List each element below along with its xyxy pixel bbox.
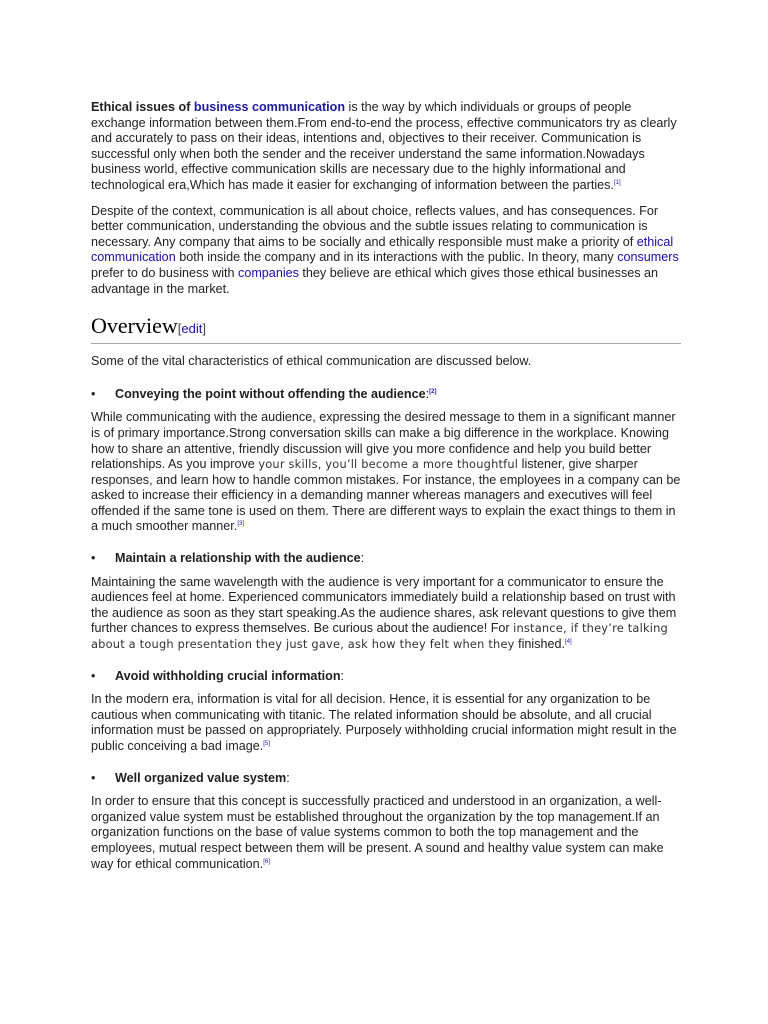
intro-paragraph-2 — [91, 204, 681, 298]
item-title: Maintain a relationship with the audience — [115, 551, 361, 566]
intro-paragraph-2-text-4: they believe are ethical which gives those ethical businesses an advantage in the market. — [91, 265, 659, 296]
item-body-text: While communicating with the audience, expressing the desired message to them in a significant manner is of primary importance.Strong conversation skills can make a big difference in the workplace. Knowing how to share an attentive, friendly discussion will give you more confidence and help you build better relationships. As you improve — [91, 410, 676, 472]
intro-paragraph-2-text-2: both inside the company and in its interactions with the public. In theory, many — [175, 250, 618, 265]
list-item — [91, 551, 681, 567]
bullet-icon: • — [91, 668, 96, 683]
item-title-colon: : — [360, 551, 365, 566]
bullet-icon: • — [91, 551, 96, 566]
reference-link-2[interactable]: [2] — [429, 388, 437, 395]
item-title: Avoid withholding crucial information — [115, 668, 341, 683]
list-item — [91, 387, 681, 403]
intro-paragraph-2-text-1: Despite of the context, communication is all about choice, reflects values, and has consequences. For better communication, understanding the obvious and the subtle issues relating to communication is necessary. Any company that aims to be socially and ethically responsible must make a priority of — [91, 203, 659, 249]
edit-link[interactable]: edit — [181, 321, 203, 337]
item-body-text: In the modern era, information is vital for all decision. Hence, it is essential for any organization to be cautious when communicating with titanic. The related information should be absolute, and all crucial information must be passed on appropriately. Purposely withholding crucial information might result in the public conceiving a bad image. — [91, 692, 677, 753]
item-title-colon: : — [340, 668, 345, 683]
section-heading-overview — [91, 313, 681, 344]
edit-close-bracket: ] — [202, 321, 206, 337]
bullet-icon: • — [91, 770, 96, 785]
item-body — [91, 794, 681, 872]
reference-link-1[interactable]: [1] — [613, 179, 621, 186]
intro-paragraph-1 — [91, 100, 681, 194]
section-intro: Some of the vital characteristics of ethical communication are discussed below. — [91, 354, 532, 369]
lead-bold-text: Ethical issues of — [91, 100, 191, 114]
intro-paragraph-2-text-3: prefer to do business with — [91, 265, 239, 280]
item-body-text-narrow: instance, if they’re talking about a tough presentation they just gave, ask how they felt when they — [91, 621, 668, 652]
item-title: Conveying the point without offending the audience — [115, 386, 426, 401]
companies-link[interactable]: companies — [238, 265, 299, 280]
item-body — [91, 410, 681, 535]
reference-link-4[interactable]: [4] — [565, 639, 572, 646]
item-body-text-2: finished. — [514, 637, 565, 652]
list-item — [91, 669, 681, 685]
reference-link-5[interactable]: [5] — [263, 741, 270, 747]
section-title: Overview — [91, 313, 178, 339]
bullet-icon: • — [91, 386, 96, 401]
edit-section — [178, 321, 206, 336]
ethical-communication-link[interactable]: ethical communication — [91, 234, 674, 265]
edit-open-bracket: [ — [177, 321, 182, 337]
reference-link-3[interactable]: [3] — [237, 521, 244, 528]
list-item — [91, 771, 681, 787]
item-title: Well organized value system — [115, 770, 287, 785]
item-body — [91, 575, 681, 653]
article-content — [91, 100, 681, 888]
consumers-link[interactable]: consumers — [617, 250, 679, 265]
item-body-text-2: listener, give sharper responses, and learn how to handle common mistakes. For instance, the employees in a company can be asked to increase their efficiency in a demanding manner whereas managers and executives will feel offended if the same tone is used on them. There are different ways to explain the exact things to them in a much smoother manner. — [91, 457, 681, 534]
intro-paragraph-1-text: is the way by which individuals or groups of people exchange information between them.From end-to-end the process, effective communicators try as clearly and accurately to pass on their ideas, intentions and, objectives to their receiver. Communication is successful only when both the sender and the receiver understand the same information.Nowadays business world, effective communication skills are necessary due to the highly informational and technological era,Which has made it easier for exchanging of information between the parties. — [91, 100, 677, 192]
item-body — [91, 692, 681, 754]
item-body-text: Maintaining the same wavelength with the audience is very important for a communicator to ensure the audiences feel at home. Experienced communicators immediately build a relationship based on trust with the audience as soon as they start speaking.As the audience shares, ask relevant questions to give them further chances to express themselves. Be curious about the audience! For — [91, 574, 677, 636]
business-communication-link[interactable]: business communication — [193, 100, 346, 114]
item-body-text: In order to ensure that this concept is successfully practiced and understood in an organization, a well-organized value system must be established throughout the organization by the top management.If an organization functions on the base of value systems common to both the top management and the employees, mutual respect between them will be present. A sound and healthy value system can make way for ethical communication. — [91, 794, 664, 871]
item-title-colon: : — [425, 386, 430, 401]
item-title-colon: : — [286, 770, 290, 785]
item-body-text-narrow: your skills, you’ll become a more thoughtful — [258, 457, 519, 472]
reference-link-6[interactable]: [6] — [263, 858, 270, 865]
